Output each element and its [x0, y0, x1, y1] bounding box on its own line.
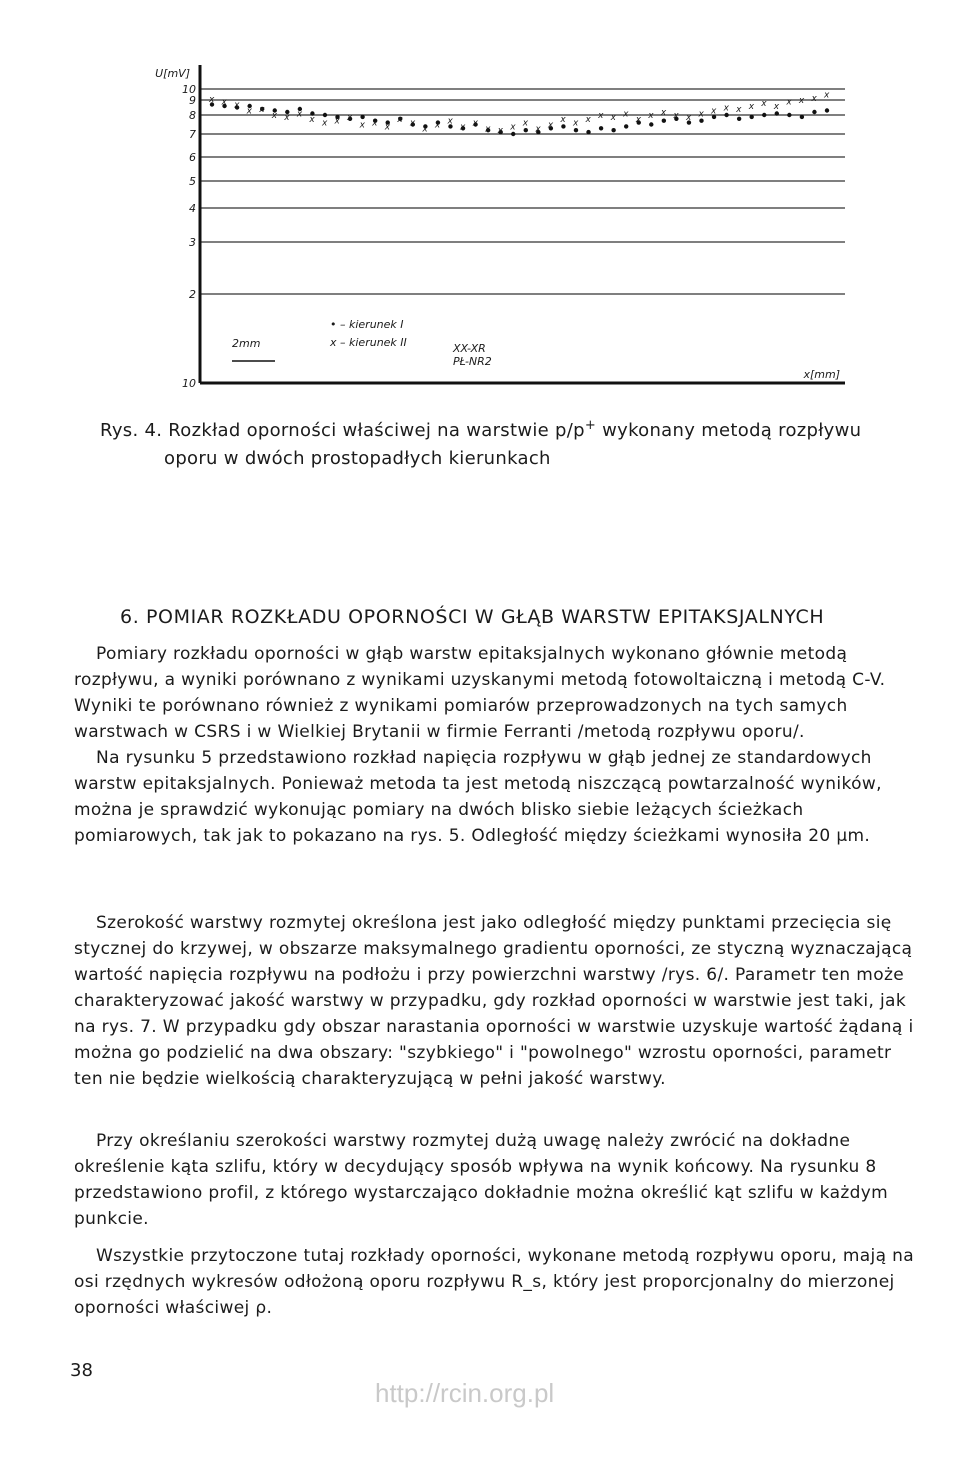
- section-text-block-2: [74, 910, 926, 1092]
- data-point-kierunek-1: [586, 130, 590, 134]
- data-point-kierunek-2: x: [560, 114, 566, 125]
- data-point-kierunek-1: [524, 128, 528, 132]
- data-point-kierunek-1: [624, 124, 628, 128]
- data-point-kierunek-2: x: [347, 112, 353, 123]
- data-point-kierunek-2: x: [321, 118, 328, 129]
- data-point-kierunek-1: [812, 110, 816, 114]
- y-tick-label: 10: [182, 377, 196, 390]
- y-tick-label: 10: [182, 83, 196, 96]
- data-point-kierunek-2: x: [610, 112, 616, 123]
- data-point-kierunek-2: x: [711, 106, 717, 117]
- paragraph-5: Wszystkie przytoczone tutaj rozkłady oporności, wykonane metodą rozpływu oporu, mają na osi rzędnych wykresów odłożoną oporu rozpływu R_s, który jest proporcjonalny do mierzonej oporności właściwej ρ.: [74, 1246, 915, 1318]
- data-point-kierunek-1: [599, 126, 603, 130]
- source-watermark-url: http://rcin.org.pl: [375, 1378, 555, 1408]
- y-tick-label: 3: [189, 236, 196, 249]
- data-point-kierunek-2: x: [309, 114, 315, 125]
- section-text-block-3: [74, 1128, 926, 1232]
- data-point-kierunek-2: x: [748, 102, 755, 112]
- data-point-kierunek-1: [737, 117, 741, 121]
- data-point-kierunek-2: x: [736, 105, 742, 115]
- y-tick-label: 5: [189, 175, 196, 188]
- scale-bar-label: 2mm: [232, 337, 261, 350]
- chart-data-points: [208, 91, 830, 137]
- data-point-kierunek-2: x: [447, 116, 453, 127]
- data-point-kierunek-2: x: [522, 118, 529, 129]
- y-tick-label: 6: [189, 151, 196, 164]
- resistivity-distribution-chart: [150, 55, 870, 400]
- data-point-kierunek-2: x: [811, 93, 817, 104]
- section-heading: 6. POMIAR ROZKŁADU OPORNOŚCI W GŁĄB WARSTW EPITAKSJALNYCH: [120, 606, 825, 628]
- y-tick-label: 8: [189, 109, 196, 122]
- data-point-kierunek-2: x: [246, 106, 252, 117]
- data-point-kierunek-2: x: [698, 109, 704, 120]
- data-point-kierunek-2: x: [422, 124, 428, 135]
- section-text-block-1: [74, 641, 926, 849]
- legend-entry: • – kierunek I: [330, 318, 404, 331]
- legend-entry: x – kierunek II: [330, 336, 407, 349]
- data-point-kierunek-2: x: [209, 94, 215, 105]
- data-point-kierunek-1: [662, 119, 666, 123]
- data-point-kierunek-2: x: [460, 122, 466, 133]
- data-point-kierunek-2: x: [485, 124, 491, 135]
- data-point-kierunek-1: [787, 113, 791, 117]
- data-point-kierunek-1: [511, 132, 515, 136]
- data-point-kierunek-2: x: [673, 111, 679, 121]
- data-point-kierunek-1: [749, 115, 753, 119]
- y-tick-labels: [182, 83, 196, 390]
- data-point-kierunek-2: x: [359, 120, 365, 131]
- data-point-kierunek-2: x: [635, 114, 642, 125]
- caption-line-2: oporu w dwóch prostopadłych kierunkach: [164, 448, 551, 469]
- page-number: 38: [70, 1360, 93, 1381]
- figure-caption: [100, 412, 920, 473]
- section-text-block-4: [74, 1243, 926, 1321]
- y-tick-label: 2: [189, 288, 196, 301]
- data-point-kierunek-2: x: [434, 120, 441, 131]
- data-point-kierunek-2: x: [598, 111, 604, 121]
- data-point-kierunek-2: x: [547, 120, 554, 131]
- data-point-kierunek-2: x: [334, 116, 340, 127]
- y-tick-label: 7: [189, 128, 196, 141]
- data-point-kierunek-1: [360, 115, 364, 119]
- data-point-kierunek-2: x: [472, 118, 478, 129]
- data-point-kierunek-2: x: [572, 118, 579, 129]
- data-point-kierunek-2: x: [585, 114, 591, 125]
- data-point-kierunek-2: x: [284, 112, 290, 123]
- data-point-kierunek-1: [323, 113, 327, 117]
- data-point-kierunek-2: x: [409, 118, 416, 129]
- data-point-kierunek-2: x: [535, 124, 541, 135]
- data-point-kierunek-2: x: [497, 126, 504, 137]
- data-point-kierunek-2: x: [384, 122, 391, 133]
- data-point-kierunek-2: x: [271, 111, 278, 121]
- paragraph-3: Szerokość warstwy rozmytej określona jest jako odległość między punktami przecięcia się stycznej do krzywej, w obszarze maksymalnego gradientu oporności, ze styczną wyznaczającą wartość napięcia rozpływu na podłożu i przy powierzchni warstwy /rys. 6/. Parametr ten może charakteryzować jakość warstwy w przypadku, gdy rozkład oporności w warstwie jest taki, jak na rys. 7. W przypadku gdy obszar narastania oporności w warstwie uzyskuje wartość żądaną i można go podzielić na dwa obszary: "szybkiego" i "powolnego" wzrostu oporności, parametr ten nie będzie wielkością charakteryzującą w pełni jakość warstwy.: [74, 913, 914, 1089]
- data-point-kierunek-1: [762, 113, 766, 117]
- data-point-kierunek-2: x: [510, 122, 516, 133]
- data-point-kierunek-2: x: [723, 103, 729, 114]
- sample-label: PŁ-NR2: [453, 355, 492, 368]
- x-axis-label: x[mm]: [803, 368, 840, 381]
- data-point-kierunek-1: [574, 128, 578, 132]
- data-point-kierunek-2: x: [296, 109, 303, 120]
- data-point-kierunek-2: x: [685, 112, 692, 123]
- data-point-kierunek-2: x: [798, 96, 805, 106]
- data-point-kierunek-2: x: [824, 90, 830, 101]
- data-point-kierunek-2: x: [761, 99, 767, 109]
- paragraph-4: Przy określaniu szerokości warstwy rozmytej dużą uwagę należy zwrócić na dokładne określenie kąta szlifu, który w decydujący sposób wpływa na wynik końcowy. Na rysunku 8 przedstawiono profil, z którego wystarczająco dokładnie można określić kąt szlifu w każdym punkcie.: [74, 1131, 889, 1229]
- y-tick-label: 4: [189, 202, 196, 215]
- data-point-kierunek-1: [825, 108, 829, 112]
- data-point-kierunek-2: x: [648, 111, 654, 121]
- y-axis-label: U[mV]: [155, 67, 190, 80]
- data-point-kierunek-2: x: [397, 114, 403, 125]
- paragraph-2: Na rysunku 5 przedstawiono rozkład napięcia rozpływu w głąb jednej ze standardowych warstw epitaksjalnych. Ponieważ metoda ta jest metodą niszczącą powtarzalność wyników, można je sprawdzić wykonując pomiary na dwóch blisko siebie leżących ścieżkach pomiarowych, tak jak to pokazano na rys. 5. Odległość między ścieżkami wynosiła 20 μm.: [74, 748, 882, 846]
- paragraph-1: Pomiary rozkładu oporności w głąb warstw epitaksjalnych wykonano głównie metodą rozpływu, a wyniki porównano z wynikami uzyskanymi metodą fotowoltaiczną i metodą C-V. Wyniki te porównano również z wynikami pomiarów przeprowadzonych na tych samych warstwach w CSRS i w Wielkiej Brytanii w firmie Ferranti /metodą rozpływu oporu/.: [74, 644, 886, 742]
- data-point-kierunek-1: [800, 115, 804, 119]
- caption-line-1: Rys. 4. Rozkład oporności właściwej na warstwie p/p+ wykonany metodą rozpływu: [100, 418, 862, 441]
- data-point-kierunek-2: x: [786, 97, 792, 108]
- sample-label: XX-XR: [453, 342, 486, 355]
- data-point-kierunek-2: x: [259, 105, 265, 115]
- data-point-kierunek-2: x: [234, 100, 240, 111]
- data-point-kierunek-2: x: [372, 118, 378, 129]
- y-tick-label: 9: [189, 94, 196, 107]
- data-point-kierunek-1: [561, 124, 565, 128]
- data-point-kierunek-2: x: [623, 109, 629, 120]
- data-point-kierunek-1: [611, 128, 615, 132]
- data-point-kierunek-2: x: [773, 102, 780, 112]
- data-point-kierunek-2: x: [221, 97, 227, 108]
- data-point-kierunek-2: x: [660, 108, 667, 118]
- data-point-kierunek-1: [649, 122, 653, 126]
